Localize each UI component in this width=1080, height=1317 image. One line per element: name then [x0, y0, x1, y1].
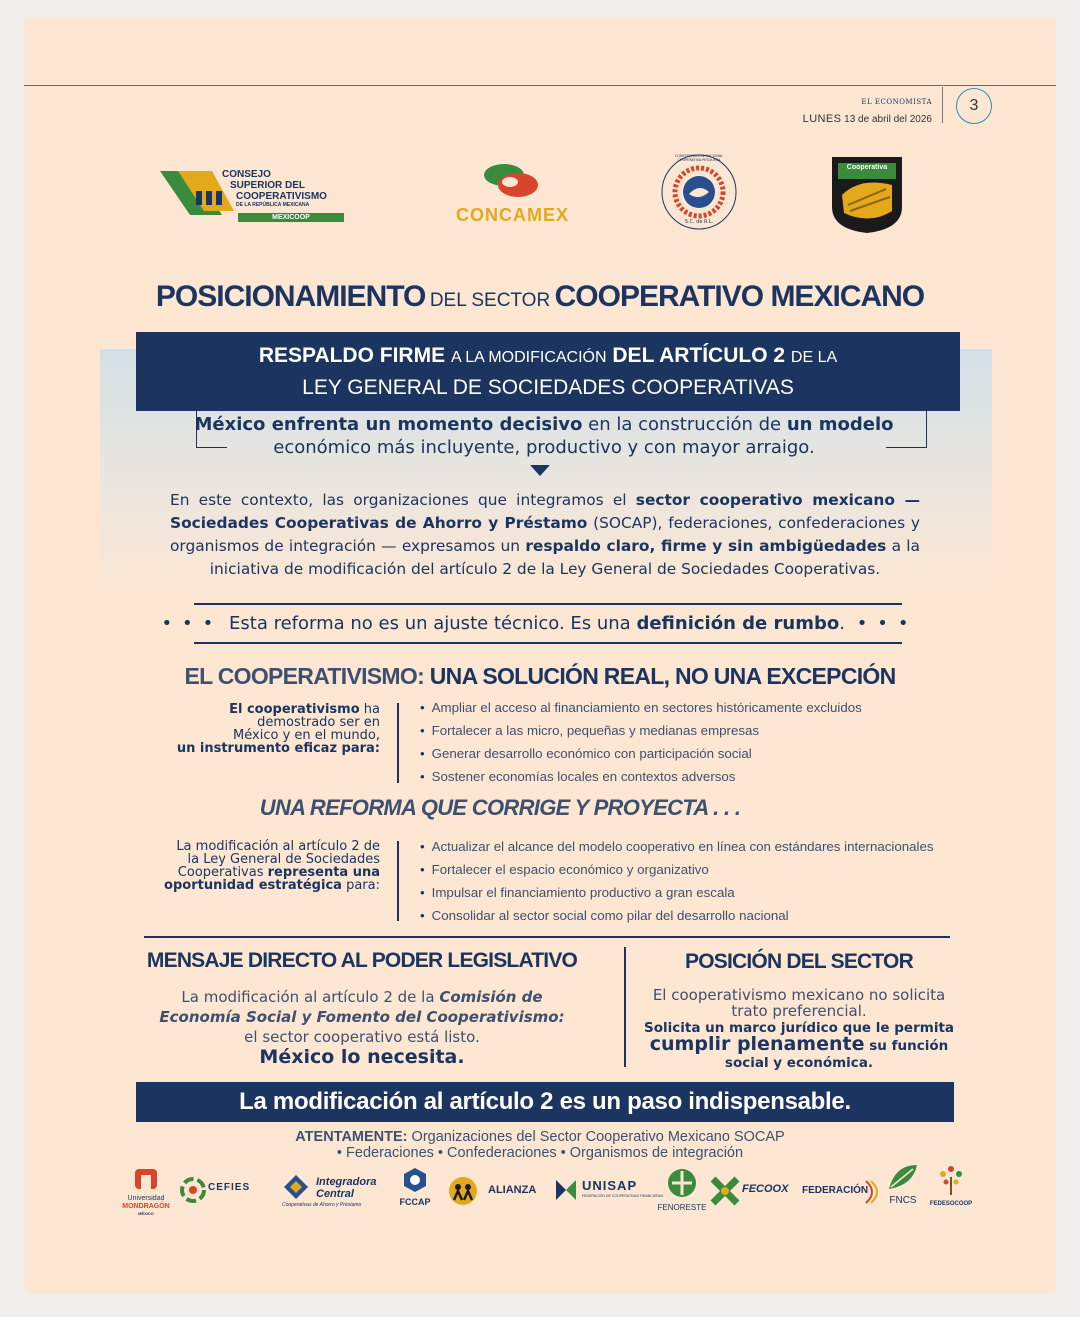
fccap-logo [392, 1167, 438, 1217]
section1-lead [174, 703, 380, 755]
posicion-b2: cumplir plenamente [649, 1033, 865, 1055]
down-triangle-icon [530, 465, 550, 476]
section2-lead-b1: representa una [267, 865, 380, 880]
posicion-b3: su función [869, 1038, 949, 1054]
integradora-b: Central [316, 1188, 354, 1200]
fncs-logo [886, 1163, 920, 1213]
posicion-title: POSICIÓN DEL SECTOR [685, 950, 913, 973]
list-item: • Fortalecer el espacio económico y organizativo [420, 858, 934, 881]
mensaje-body [134, 987, 590, 1068]
banner-line2: LEY GENERAL DE SOCIEDADES COOPERATIVAS [302, 376, 794, 399]
mensaje-b3: México lo necesita. [259, 1046, 465, 1068]
date-day: LUNES [802, 113, 842, 125]
publication-name: EL ECONOMISTA [861, 98, 932, 106]
signature-block [24, 1129, 1056, 1161]
section2-lead-t1: La modificación al artículo 2 de [176, 839, 380, 854]
newspaper-page [24, 17, 1056, 1294]
integradora-a: Integradora [316, 1176, 377, 1188]
banner-c: DEL ARTÍCULO 2 [612, 344, 786, 367]
confederacion-pesquera-logo [660, 153, 738, 231]
alianza-people-icon [448, 1176, 478, 1206]
intro-b2: un modelo [786, 414, 894, 435]
mondragon-c: MÉXICO [138, 1211, 154, 1216]
mensaje-b1: Comisión de [439, 988, 543, 1006]
concamex-emblem-icon [482, 163, 542, 203]
posicion-body [634, 987, 964, 1071]
reform-text: Esta reforma no es un ajuste técnico. Es una [229, 613, 631, 634]
mondragon-a: Universidad [127, 1195, 165, 1202]
reform-end: . [839, 613, 845, 634]
context-b2: Sociedades Cooperativas de Ahorro y Préstamo [170, 514, 588, 532]
federacion-wordmark: FEDERACIÓN [802, 1185, 869, 1196]
section1-lead-b2: un instrumento eficaz para: [176, 741, 380, 756]
cefies-logo [180, 1167, 280, 1217]
dots-left-icon: ••• [161, 613, 224, 634]
concamex-wordmark: CONCAMEX [455, 205, 569, 225]
intro-b1: México enfrenta un momento decisivo [194, 414, 583, 435]
unisap-emblem-icon [552, 1176, 580, 1204]
date-text: 13 de abril del 2026 [844, 114, 932, 125]
atentamente-line1: Organizaciones del Sector Cooperativo Mexicano SOCAP [411, 1129, 785, 1145]
mondragon-logo [116, 1167, 176, 1217]
header-rule [24, 85, 1056, 86]
banner-d: DE LA [790, 349, 838, 366]
header-separator [942, 87, 943, 123]
intro-t2: económico más incluyente, productivo y con mayor arraigo. [273, 437, 815, 458]
section1-vline [397, 703, 399, 783]
fccap-wordmark: FCCAP [399, 1197, 431, 1207]
list-item: • Generar desarrollo económico con participación social [420, 742, 862, 765]
title-part2: DEL SECTOR [429, 290, 551, 311]
context-b1: sector cooperativo mexicano — [635, 491, 920, 509]
alianza-logo [448, 1167, 548, 1217]
mondragon-b: MONDRAGÓN [122, 1203, 170, 1210]
confederacion-bottom: S.C. de R.L. [684, 219, 714, 225]
consejo-logo [160, 165, 350, 225]
intro-t1: en la construcción de [588, 414, 782, 435]
dots-right-icon: ••• [856, 613, 919, 634]
section1-title-b: UNA SOLUCIÓN REAL, NO UNA EXCEPCIÓN [429, 663, 896, 689]
unisap-logo [552, 1167, 664, 1217]
fedesocoop-logo [928, 1163, 974, 1213]
mensaje-t2: el sector cooperativo está listo. [244, 1028, 480, 1046]
title-part3: COOPERATIVO MEXICANO [554, 280, 925, 313]
consejo-line4: DE LA REPÚBLICA MEXICANA [236, 202, 310, 208]
integradora-c: Cooperativas de Ahorro y Préstamo [282, 1202, 362, 1208]
section1-lead-t2: demostrado ser en [257, 715, 380, 730]
section2-vline [397, 841, 399, 921]
section1-lead-t1: ha [363, 702, 380, 717]
banner-a: RESPALDO FIRME [258, 344, 446, 367]
consejo-band: MEXICOOP [238, 213, 344, 222]
fncs-leaf-icon [887, 1163, 919, 1191]
section1-lead-b1: El cooperativismo [229, 702, 360, 717]
cooperativa-shield-logo [830, 155, 904, 235]
concamex-logo [430, 163, 595, 225]
section1-bullets [420, 696, 862, 788]
fecoox-logo [710, 1167, 800, 1217]
list-item: • Consolidar al sector social como pilar del desarrollo nacional [420, 904, 934, 927]
federacion-arcs-icon [864, 1179, 882, 1205]
section2-lead-t3: Cooperativas [177, 865, 264, 880]
list-item: • Ampliar el acceso al financiamiento en sectores históricamente excluidos [420, 696, 862, 719]
section2-lead [154, 840, 380, 892]
closing-banner: La modificación al artículo 2 es un paso indispensable. [136, 1082, 954, 1122]
reform-bold: definición de rumbo [636, 613, 840, 634]
list-item: • Actualizar el alcance del modelo cooperativo en línea con estándares internacionales [420, 835, 934, 858]
consejo-line3: COOPERATIVISMO [236, 191, 327, 202]
mensaje-t1: La modificación al artículo 2 de la [181, 988, 435, 1006]
divider-columns [144, 936, 950, 938]
confederacion-ring-text: CONFEDERACIÓN NACIONAL COOPERATIVA PESQUERA [674, 154, 724, 162]
context-t1: En este contexto, las organizaciones que integramos el [170, 491, 627, 509]
section1-lead-t3: México y en el mundo, [233, 728, 380, 743]
atentamente-label: ATENTAMENTE: [295, 1129, 408, 1145]
cefies-wordmark: CEFIES [208, 1182, 251, 1193]
fncs-wordmark: FNCS [889, 1195, 917, 1206]
divider-top [194, 603, 902, 605]
section2-lead-t2: la Ley General de Sociedades [187, 852, 380, 867]
section1-title [24, 663, 1056, 690]
context-paragraph [170, 489, 920, 581]
fenoreste-wordmark: FENORESTE [657, 1203, 707, 1212]
posicion-t2: trato preferencial. [731, 1002, 867, 1020]
integradora-diamond-icon [282, 1173, 310, 1201]
posicion-t1: El cooperativismo mexicano no solicita [652, 986, 946, 1004]
publication-date [803, 113, 932, 125]
columns-vline [624, 947, 626, 1067]
list-item: • Impulsar el financiamiento productivo a gran escala [420, 881, 934, 904]
unisap-wordmark: UNISAP [582, 1178, 638, 1193]
context-b3: respaldo claro, firme y sin ambigüedades [525, 537, 887, 555]
fccap-hex-icon [403, 1167, 427, 1193]
banner-line1 [136, 344, 960, 368]
context-t2: (SOCAP), federaciones, confederaciones y organismos de integración — expresamos un [170, 514, 920, 555]
fecoox-wordmark: FECOOX [742, 1183, 789, 1195]
posicion-b1: Solicita un marco jurídico que le permita [643, 1020, 955, 1036]
page-number: 3 [956, 88, 992, 124]
fedesocoop-wordmark: FEDESOCOOP [929, 1201, 973, 1207]
atentamente-line2: • Federaciones • Confederaciones • Organismos de integración [336, 1145, 744, 1161]
fenoreste-emblem-icon [667, 1167, 697, 1199]
consejo-line2: SUPERIOR DEL [230, 180, 306, 191]
unisap-sub: FEDERACIÓN DE COOPERATIVAS FINANCIERAS [582, 1194, 664, 1198]
context-t3: a la iniciativa de modificación del artículo 2 de la Ley General de Sociedades Cooperativas. [209, 537, 920, 578]
banner-b: A LA MODIFICACIÓN [450, 349, 607, 366]
integradora-logo [282, 1167, 382, 1217]
mensaje-title: MENSAJE DIRECTO AL PODER LEGISLATIVO [146, 949, 578, 972]
divider-bottom [194, 642, 902, 644]
list-item: • Sostener economías locales en contextos adversos [420, 765, 862, 788]
title-part1: POSICIONAMIENTO [155, 280, 426, 313]
posicion-b4: social y económica. [724, 1055, 874, 1071]
section1-title-a: EL COOPERATIVISMO: [184, 663, 425, 689]
fedesocoop-tree-icon [935, 1163, 967, 1197]
intro-statement [184, 413, 904, 459]
federacion-logo [802, 1167, 884, 1217]
section2-lead-t4: para: [346, 878, 380, 893]
consejo-line1: CONSEJO [222, 169, 271, 180]
main-banner [136, 332, 960, 411]
section2-lead-b2: oportunidad estratégica [164, 878, 342, 893]
shield-label: Cooperativa [846, 164, 888, 171]
list-item: • Fortalecer a las micro, pequeñas y medianas empresas [420, 719, 862, 742]
page-title [24, 280, 1056, 314]
section2-bullets [420, 835, 934, 927]
section2-title: UNA REFORMA QUE CORRIGE Y PROYECTA . . . [259, 795, 741, 820]
fecoox-x-icon [710, 1176, 740, 1206]
mensaje-b2: Economía Social y Fomento del Cooperativismo: [159, 1008, 565, 1026]
reform-statement [24, 613, 1056, 634]
alianza-wordmark: ALIANZA [488, 1184, 537, 1196]
cefies-emblem-icon [180, 1177, 206, 1203]
mondragon-emblem-icon [133, 1167, 159, 1191]
fenoreste-logo [652, 1167, 712, 1217]
